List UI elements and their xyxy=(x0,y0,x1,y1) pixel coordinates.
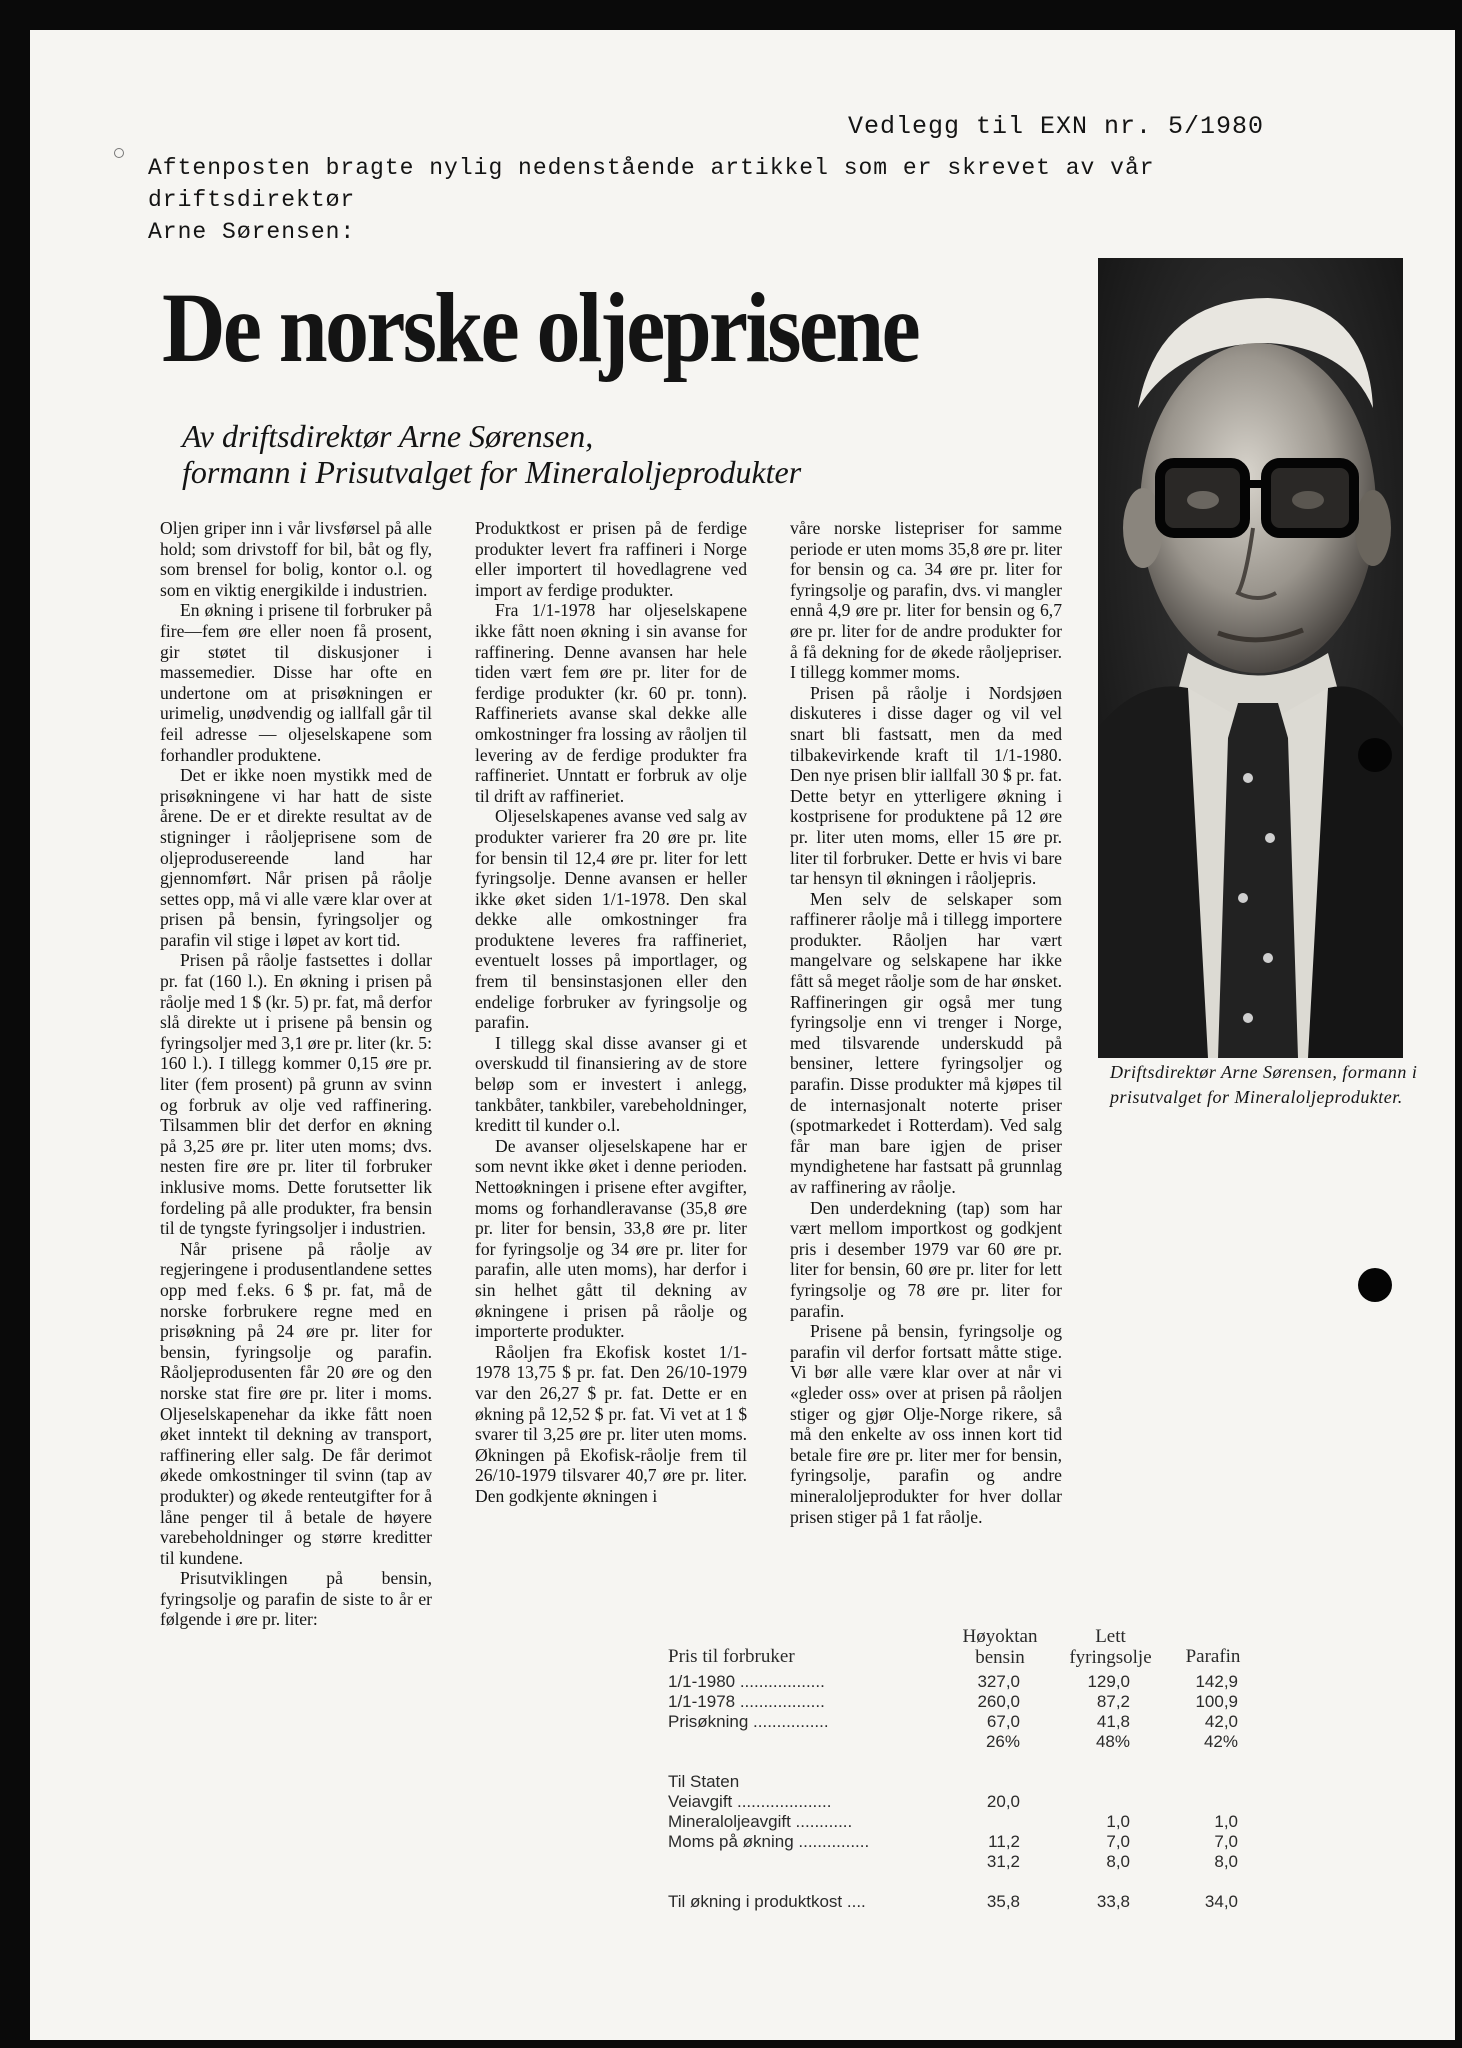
table-row xyxy=(648,1892,1268,1912)
table-cell: 34,0 xyxy=(1204,1892,1238,1911)
price-table-title: Pris til forbruker xyxy=(668,1646,795,1667)
table-row xyxy=(648,1872,1268,1892)
col-header-parafin: Parafin xyxy=(1185,1646,1241,1667)
table-cell: 33,8 xyxy=(1096,1892,1130,1911)
article-paragraph: En økning i prisene til forbruker på fire—fem øre eller noen få prosent, gir støtet til diskusjoner i massemedier. Disse har ofte en undertone om at prisøkningen er urimelig, unødvendig og iallfall går til feil adresse — oljeselskapene som forhandler produktene. xyxy=(160,600,432,765)
row-label: Til økning i produktkost .... xyxy=(668,1892,866,1911)
punch-hole xyxy=(1358,738,1392,772)
table-cell: 8,0 xyxy=(1106,1852,1130,1871)
article-paragraph: I tillegg skal disse avanser gi et overskudd til finansiering av de store beløp som er investert i anlegg, tankbåter, tankbiler, varebeholdninger, kreditt til kunder o.l. xyxy=(475,1032,747,1136)
article-paragraph: Men selv de selskaper som raffinerer råolje må i tillegg importere produkter. Råoljen har vært mangelvare og selskapene har ikke fått så meget råolje som de har ønsket. Raffineringen gir også mer tung fyringsolje enn vi trenger i Norge, med tilsvarende underskudd på bensiner, lettere fyringsoljer og parafin. Disse produkter må kjøpes til de internasjonalt noterte priser (spotmarkedet i Rotterdam). Ved salg får man bare igjen de priser myndighetene har fastsatt på grunnlag av raffinering av råolje. xyxy=(790,888,1062,1197)
photo-caption: Driftsdirektør Arne Sørensen, formann i prisutvalget for Mineraloljeprodukter. xyxy=(1110,1062,1418,1107)
byline-line-2: formann i Prisutvalget for Mineraloljeprodukter xyxy=(182,454,802,490)
table-row xyxy=(648,1852,1268,1872)
table-cell: 1,0 xyxy=(1106,1812,1130,1831)
table-cell: 7,0 xyxy=(1214,1832,1238,1851)
article-paragraph: våre norske listepriser for samme periode er uten moms 35,8 øre pr. liter for bensin og ca. 34 øre pr. liter for fyringsolje og parafin, dvs. vi mangler ennå 4,9 øre pr. liter for bensin og 6,7 øre pr. liter for de andre produkter for å få dekning for de økede råoljepriser. I tillegg kommer moms. xyxy=(790,518,1062,683)
table-row xyxy=(648,1752,1268,1772)
row-label: 1/1-1980 .................. xyxy=(668,1672,825,1691)
table-row xyxy=(648,1832,1268,1852)
table-cell: 142,9 xyxy=(1195,1672,1238,1691)
article-paragraph: Oljeselskapenes avanse ved salg av produkter varierer fra 20 øre pr. lite for bensin til 12,4 øre pr. liter for lett fyringsolje. Denne avansen er heller ikke øket siden 1/1-1978. Den skal dekke alle omkostninger fra produktene leveres fra raffineriet, eventuelt losses på importlager, og frem til bensinstasjonen eller den endelige forbruker av fyringsolje og parafin. xyxy=(475,806,747,1033)
col-header-bensin: Høyoktan bensin xyxy=(962,1626,1038,1668)
document-page xyxy=(30,30,1455,2040)
article-byline xyxy=(182,418,801,490)
table-cell: 67,0 xyxy=(986,1712,1020,1731)
table-row xyxy=(648,1772,1268,1792)
attachment-reference: Vedlegg til EXN nr. 5/1980 xyxy=(848,112,1265,141)
table-cell: 1,0 xyxy=(1214,1812,1238,1831)
table-cell: 100,9 xyxy=(1195,1692,1238,1711)
portrait-photo xyxy=(1098,258,1403,1058)
table-cell: 327,0 xyxy=(977,1672,1020,1691)
article-paragraph: Fra 1/1-1978 har oljeselskapene ikke fått noen økning i sin avanse for raffinering. Denne avansen har hele tiden vært fem øre pr. liter for de ferdige produkter (kr. 60 pr. tonn). Raffineriets avanse skal dekke alle omkostninger fra lossing av råoljen til levering av de ferdige produkter fra raffineriet. Unntatt er forbruk av olje til drift av raffineriet. xyxy=(475,600,747,806)
table-cell: 35,8 xyxy=(986,1892,1020,1911)
article-column-3 xyxy=(790,518,1062,1527)
table-cell: 8,0 xyxy=(1214,1852,1238,1871)
article-paragraph: Det er ikke noen mystikk med de prisøkningene vi har hatt de siste årene. De er et direkte resultat av de stigninger i råoljeprisene som de oljeprodusereende land har gjennomført. Når prisen på råolje settes opp, må vi alle være klar over at prisen på bensin, fyringsoljer og parafin vil stige i løpet av kort tid. xyxy=(160,765,432,950)
table-row xyxy=(648,1712,1268,1732)
table-cell: 129,0 xyxy=(1087,1672,1130,1691)
table-cell: 31,2 xyxy=(986,1852,1020,1871)
intro-text xyxy=(148,152,1248,248)
byline-line-1: Av driftsdirektør Arne Sørensen, xyxy=(182,418,594,454)
table-cell: 41,8 xyxy=(1096,1712,1130,1731)
row-label: 1/1-1978 .................. xyxy=(668,1692,825,1711)
table-cell: 11,2 xyxy=(988,1832,1020,1851)
article-paragraph: Den underdekning (tap) som har vært mellom importkost og godkjent pris i desember 1979 var 60 øre pr. liter for bensin, 60 øre pr. liter for lett fyringsolje og 78 øre pr. liter for parafin. xyxy=(790,1197,1062,1321)
table-cell: 42,0 xyxy=(1204,1712,1238,1731)
table-row xyxy=(648,1812,1268,1832)
article-column-2 xyxy=(475,518,747,1507)
article-paragraph: Råoljen fra Ekofisk kostet 1/1-1978 13,75 $ pr. fat. Den 26/10-1979 var den 26,27 $ pr. fat. Dette er en økning på 12,52 $ pr. fat. Vi vet at 1 $ svarer til 3,25 øre pr. liter uten moms. Økningen på Ekofisk-råolje frem til 26/10-1979 tilsvarer 40,7 øre pr. liter. Den godkjente økningen i xyxy=(475,1341,747,1506)
row-label: Moms på økning ............... xyxy=(668,1832,870,1851)
article-paragraph: Prisen på råolje fastsettes i dollar pr. fat (160 l.). En økning i prisen på råolje med 1 $ (kr. 5) pr. fat, må derfor slå direkte ut i prisene på bensin og fyringsoljer med 3,1 øre pr. liter (kr. 5: 160 l.). I tillegg kommer 0,15 øre pr. liter (fem prosent) på grunn av svinn og forbruk av olje ved raffinering. Tilsammen blir det derfor en økning på 3,25 øre pr. liter uten moms; dvs. nesten fire øre pr. liter til forbruker inklusive moms. Dette forutsetter lik fordeling på alle produkter, fra bensin til de tyngste fyringsoljer i industrien. xyxy=(160,950,432,1239)
portrait-illustration xyxy=(1098,258,1403,1058)
article-paragraph: Produktkost er prisen på de ferdige produkter levert fra raffineri i Norge eller importert til hovedlagrene ved import av ferdige produkter. xyxy=(475,518,747,600)
table-cell: 20,0 xyxy=(986,1792,1020,1811)
table-row xyxy=(648,1692,1268,1712)
intro-line-2: Arne Sørensen: xyxy=(148,219,356,245)
table-cell: 87,2 xyxy=(1096,1692,1130,1711)
price-table-rows xyxy=(648,1672,1268,1912)
table-row xyxy=(648,1732,1268,1752)
article-column-1 xyxy=(160,518,432,1630)
table-cell: 7,0 xyxy=(1106,1832,1130,1851)
article-paragraph: Prisen på råolje i Nordsjøen diskuteres i disse dager og vil vel snart bli fastsatt, men da med tilbakevirkende kraft til 1/1-1980. Den nye prisen blir iallfall 30 $ pr. fat. Dette betyr en ytterligere økning i kostprisene for produktene på 12 øre pr. liter uten moms, eller 15 øre pr. liter til forbruker. Dette er hvis vi bare tar hensyn til økningen i råoljepris. xyxy=(790,682,1062,889)
article-paragraph: De avanser oljeselskapene har er som nevnt ikke øket i denne perioden. Nettoøkningen i prisene efter avgifter, moms og forhandleravanse (35,8 øre pr. liter for bensin, 33,8 øre pr. liter for fyringsolje og 34 øre pr. liter for parafin, alle uten moms), har derfor i sin helhet gått til dekning av økningene i prisen på råolje og importerte produkter. xyxy=(475,1135,747,1342)
table-cell: 42% xyxy=(1203,1732,1238,1751)
article-paragraph: Prisutviklingen på bensin, fyringsolje og parafin de siste to år er følgende i øre pr. liter: xyxy=(160,1568,432,1630)
row-label: Mineraloljeavgift ............ xyxy=(668,1812,853,1831)
row-label: Til Staten xyxy=(668,1772,740,1791)
table-row xyxy=(648,1792,1268,1812)
row-label: Veiavgift .................... xyxy=(668,1792,832,1811)
table-cell: 26% xyxy=(985,1732,1020,1751)
punch-hole xyxy=(1358,1268,1392,1302)
article-paragraph: Oljen griper inn i vår livsførsel på alle hold; som drivstoff for bil, båt og fly, som brensel for bolig, kontor o.l. og som en viktig energikilde i industrien. xyxy=(160,518,432,600)
paper-speck xyxy=(114,148,124,158)
table-cell: 48% xyxy=(1095,1732,1130,1751)
article-paragraph: Når prisene på råolje av regjeringene i produsentlandene settes opp med f.eks. 6 $ pr. fat, må de norske forbrukere regne med en prisøkning på 24 øre pr. liter for bensin, fyringsolje og parafin. Råoljeprodusenten får 20 øre og den norske stat fire øre pr. liter i moms. Oljeselskapenehar da ikke fått noen øket inntekt til dekning av transport, raffinering eller salg. De får derimot økede omkostninger til svinn (tap av produkter) og økede renteutgifter for å låne penger til å betale de høyere varebeholdninger og større kreditter til kundene. xyxy=(160,1238,432,1568)
row-label: Prisøkning ................ xyxy=(668,1712,829,1731)
col-header-fyringsolje: Lett fyringsolje xyxy=(1069,1626,1152,1668)
table-cell: 260,0 xyxy=(977,1692,1020,1711)
article-paragraph: Prisene på bensin, fyringsolje og parafin vil derfor fortsatt måtte stige. Vi bør alle være klar over at når vi «gleder oss» over at prisen på råoljen stiger og gjør Olje-Norge rikere, så må den enkelte av oss innen kort tid betale fire øre pr. liter mer for bensin, fyringsolje, parafin og andre mineraloljeprodukter for hver dollar prisen stiger på 1 fat råolje. xyxy=(790,1321,1062,1527)
article-headline: De norske oljeprisene xyxy=(162,272,918,383)
table-row xyxy=(648,1672,1268,1692)
intro-line-1: Aftenposten bragte nylig nedenstående artikkel som er skrevet av vår driftsdirektør xyxy=(148,155,1155,213)
